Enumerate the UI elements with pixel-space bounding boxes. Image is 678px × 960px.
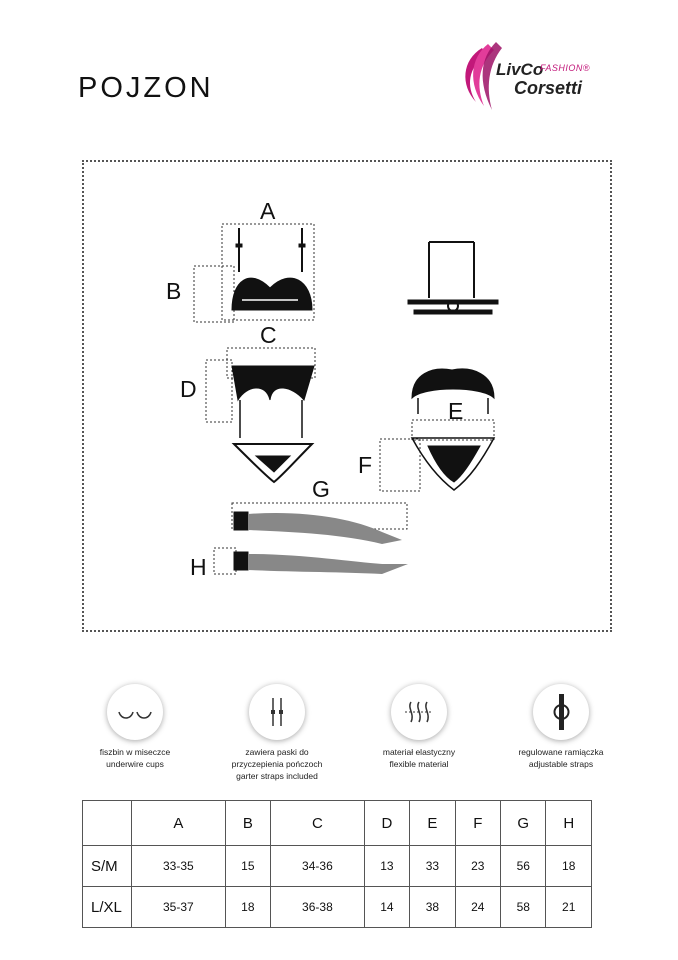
diagram-label-f: F: [358, 452, 373, 478]
table-row: [83, 846, 592, 887]
feature-flexible-material: [344, 684, 494, 770]
table-cell: 13: [364, 846, 409, 887]
brand-logo: [452, 40, 622, 120]
diagram-label-h: H: [190, 554, 207, 580]
table-corner-cell: [83, 801, 132, 846]
diagram-label-d: D: [180, 376, 197, 402]
size-table: [82, 800, 592, 928]
row-size-label: L/XL: [83, 887, 132, 928]
table-cell: 24: [455, 887, 500, 928]
feature-adjustable-straps: [486, 684, 636, 770]
table-cell: 35-37: [132, 887, 226, 928]
table-cell: 14: [364, 887, 409, 928]
lingerie-illustration-icon: [82, 160, 612, 632]
logo-text-corsetti: Corsetti: [514, 78, 583, 98]
table-cell: 58: [501, 887, 546, 928]
logo-text-livco: LivCo: [496, 60, 544, 79]
diagram-label-c: C: [260, 322, 277, 348]
column-header: F: [455, 801, 500, 846]
table-cell: 15: [225, 846, 270, 887]
table-cell: 33: [410, 846, 455, 887]
feature-garter-straps: [202, 684, 352, 782]
feature-caption-line: regulowane ramiączka: [518, 747, 604, 757]
column-header: A: [132, 801, 226, 846]
diagram-label-a: A: [260, 198, 276, 224]
feature-caption-line: fiszbin w miseczce: [99, 747, 171, 757]
logo-text-fashion: FASHION®: [540, 63, 590, 73]
table-cell: 38: [410, 887, 455, 928]
table-cell: 21: [546, 887, 592, 928]
adjustable-straps-icon: [533, 684, 589, 740]
diagram-label-e: E: [448, 398, 464, 424]
underwire-cups-icon: [107, 684, 163, 740]
diagram-label-g: G: [312, 476, 330, 502]
feature-caption-line: zawiera paski do: [245, 747, 309, 757]
table-cell: 34-36: [271, 846, 365, 887]
table-cell: 56: [501, 846, 546, 887]
table-cell: 18: [546, 846, 592, 887]
table-cell: 23: [455, 846, 500, 887]
column-header: B: [225, 801, 270, 846]
feature-caption-line: materiał elastyczny: [382, 747, 456, 757]
measurement-diagram: [82, 160, 612, 632]
table-header-row: [83, 801, 592, 846]
feature-underwire-cups: [60, 684, 210, 770]
diagram-label-b: B: [166, 278, 182, 304]
column-header: G: [501, 801, 546, 846]
column-header: D: [364, 801, 409, 846]
feature-icons: [80, 684, 650, 794]
table-cell: 18: [225, 887, 270, 928]
column-header: C: [271, 801, 365, 846]
page-title: POJZON: [78, 72, 214, 104]
flexible-material-icon: [391, 684, 447, 740]
column-header: E: [410, 801, 455, 846]
table-cell: 33-35: [132, 846, 226, 887]
feature-caption-line: adjustable straps: [528, 759, 594, 769]
feature-caption-line: garter straps included: [236, 771, 318, 781]
garter-straps-icon: [249, 684, 305, 740]
table-cell: 36-38: [271, 887, 365, 928]
feature-caption-line: flexible material: [389, 759, 449, 769]
feature-caption-line: underwire cups: [106, 759, 164, 769]
row-size-label: S/M: [83, 846, 132, 887]
logo-swirl-icon: [452, 40, 512, 120]
table-row: [83, 887, 592, 928]
column-header: H: [546, 801, 592, 846]
feature-caption-line: przyczepienia pończoch: [231, 759, 323, 769]
